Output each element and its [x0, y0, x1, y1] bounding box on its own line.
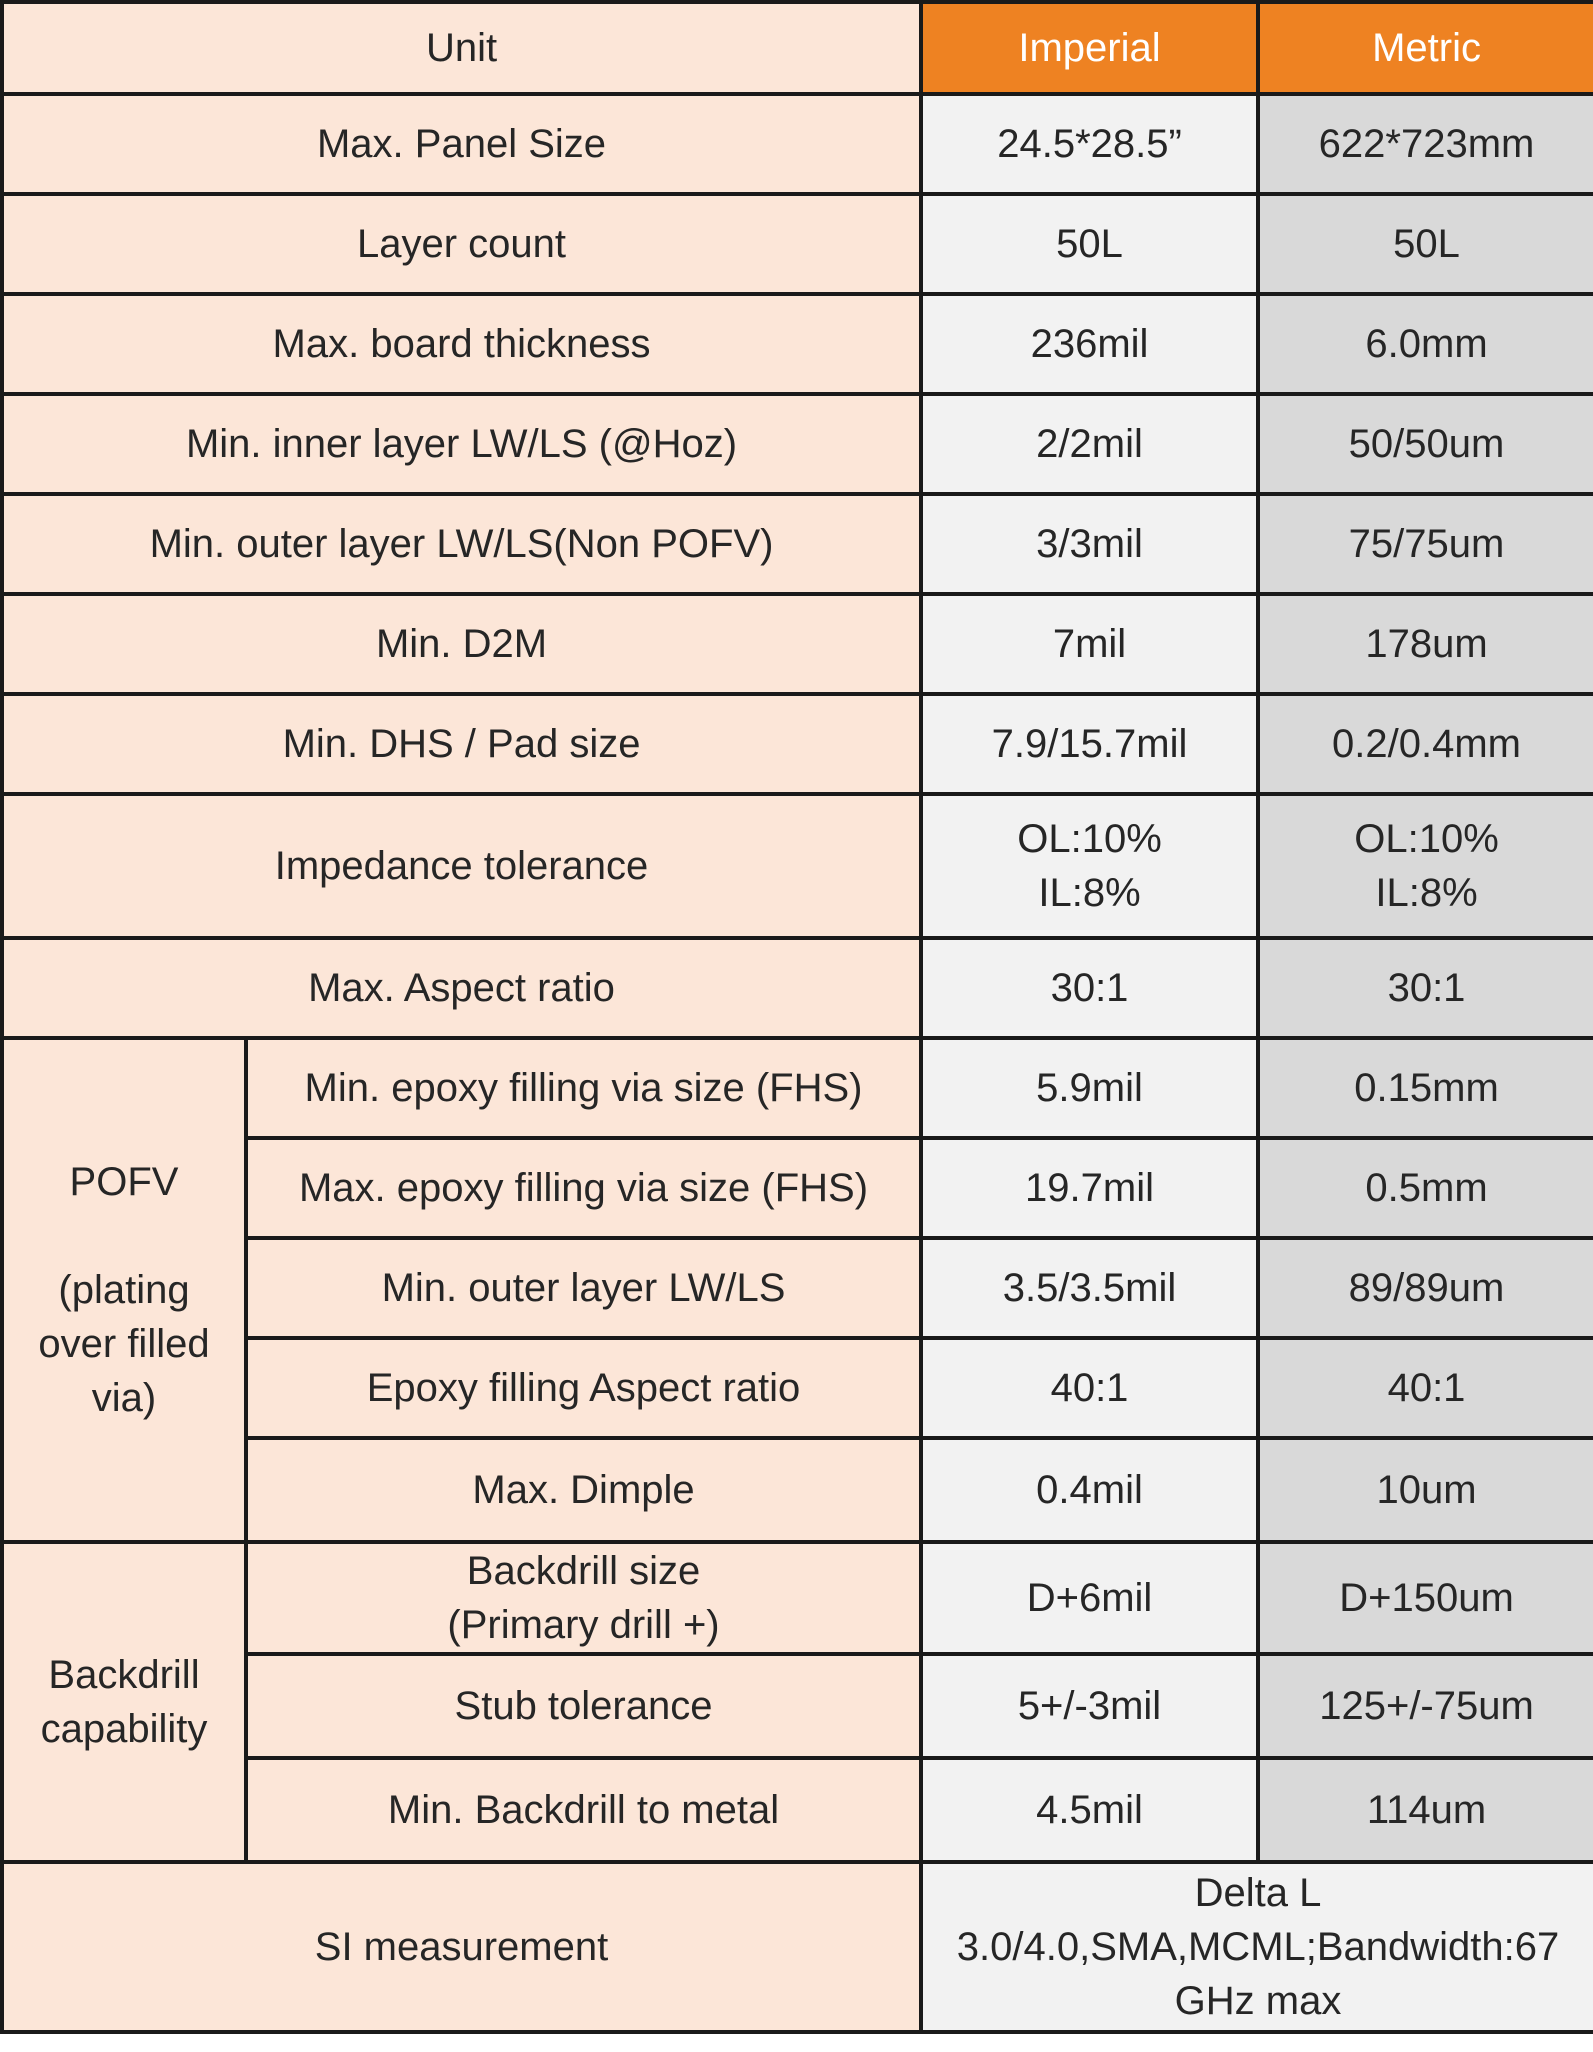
row-label: Min. DHS / Pad size — [2, 694, 921, 794]
row-label: Stub tolerance — [246, 1654, 921, 1758]
imperial-value: 2/2mil — [921, 394, 1258, 494]
metric-value: 50L — [1258, 194, 1593, 294]
metric-value: 114um — [1258, 1758, 1593, 1862]
row-label: Min. Backdrill to metal — [246, 1758, 921, 1862]
metric-value: 178um — [1258, 594, 1593, 694]
row-label: Min. D2M — [2, 594, 921, 694]
table-row — [2, 694, 1593, 794]
table-row — [2, 394, 1593, 494]
metric-value: D+150um — [1258, 1542, 1593, 1654]
row-label: Max. Panel Size — [2, 94, 921, 194]
metric-value: 125+/-75um — [1258, 1654, 1593, 1758]
table-row — [2, 494, 1593, 594]
table-row — [2, 94, 1593, 194]
metric-value: 10um — [1258, 1438, 1593, 1542]
imperial-value: 50L — [921, 194, 1258, 294]
row-label: Impedance tolerance — [2, 794, 921, 938]
backdrill-group-label: Backdrill capability — [2, 1542, 246, 1862]
metric-value: 75/75um — [1258, 494, 1593, 594]
row-label: Min. outer layer LW/LS(Non POFV) — [2, 494, 921, 594]
pofv-group-label: POFV (plating over filled via) — [2, 1038, 246, 1542]
metric-value: 40:1 — [1258, 1338, 1593, 1438]
imperial-value: 40:1 — [921, 1338, 1258, 1438]
metric-value: 30:1 — [1258, 938, 1593, 1038]
si-measurement-value: Delta L 3.0/4.0,SMA,MCML;Bandwidth:67 GHz max — [921, 1862, 1593, 2032]
imperial-value: OL:10% IL:8% — [921, 794, 1258, 938]
table-row — [2, 938, 1593, 1038]
imperial-value: D+6mil — [921, 1542, 1258, 1654]
imperial-value: 3/3mil — [921, 494, 1258, 594]
metric-value: 0.5mm — [1258, 1138, 1593, 1238]
row-label: Max. board thickness — [2, 294, 921, 394]
imperial-value: 5.9mil — [921, 1038, 1258, 1138]
row-label: Max. Aspect ratio — [2, 938, 921, 1038]
row-label: Min. outer layer LW/LS — [246, 1238, 921, 1338]
table-row — [2, 594, 1593, 694]
imperial-header: Imperial — [921, 2, 1258, 94]
unit-header: Unit — [2, 2, 921, 94]
metric-value: 89/89um — [1258, 1238, 1593, 1338]
row-label: SI measurement — [2, 1862, 921, 2032]
table-row — [2, 794, 1593, 938]
header-row — [2, 2, 1593, 94]
imperial-value: 3.5/3.5mil — [921, 1238, 1258, 1338]
imperial-value: 7.9/15.7mil — [921, 694, 1258, 794]
imperial-value: 7mil — [921, 594, 1258, 694]
row-label: Min. epoxy filling via size (FHS) — [246, 1038, 921, 1138]
table-row — [2, 194, 1593, 294]
imperial-value: 19.7mil — [921, 1138, 1258, 1238]
metric-value: OL:10% IL:8% — [1258, 794, 1593, 938]
imperial-value: 0.4mil — [921, 1438, 1258, 1542]
row-label: Max. Dimple — [246, 1438, 921, 1542]
imperial-value: 236mil — [921, 294, 1258, 394]
imperial-value: 30:1 — [921, 938, 1258, 1038]
table-row — [2, 294, 1593, 394]
metric-value: 0.15mm — [1258, 1038, 1593, 1138]
row-label: Max. epoxy filling via size (FHS) — [246, 1138, 921, 1238]
table-row — [2, 1038, 1593, 1138]
imperial-value: 24.5*28.5” — [921, 94, 1258, 194]
metric-value: 0.2/0.4mm — [1258, 694, 1593, 794]
table-row — [2, 1542, 1593, 1654]
row-label: Backdrill size (Primary drill +) — [246, 1542, 921, 1654]
imperial-value: 5+/-3mil — [921, 1654, 1258, 1758]
imperial-value: 4.5mil — [921, 1758, 1258, 1862]
metric-value: 50/50um — [1258, 394, 1593, 494]
table-row — [2, 1862, 1593, 2032]
row-label: Min. inner layer LW/LS (@Hoz) — [2, 394, 921, 494]
metric-header: Metric — [1258, 2, 1593, 94]
metric-value: 622*723mm — [1258, 94, 1593, 194]
metric-value: 6.0mm — [1258, 294, 1593, 394]
row-label: Epoxy filling Aspect ratio — [246, 1338, 921, 1438]
row-label: Layer count — [2, 194, 921, 294]
